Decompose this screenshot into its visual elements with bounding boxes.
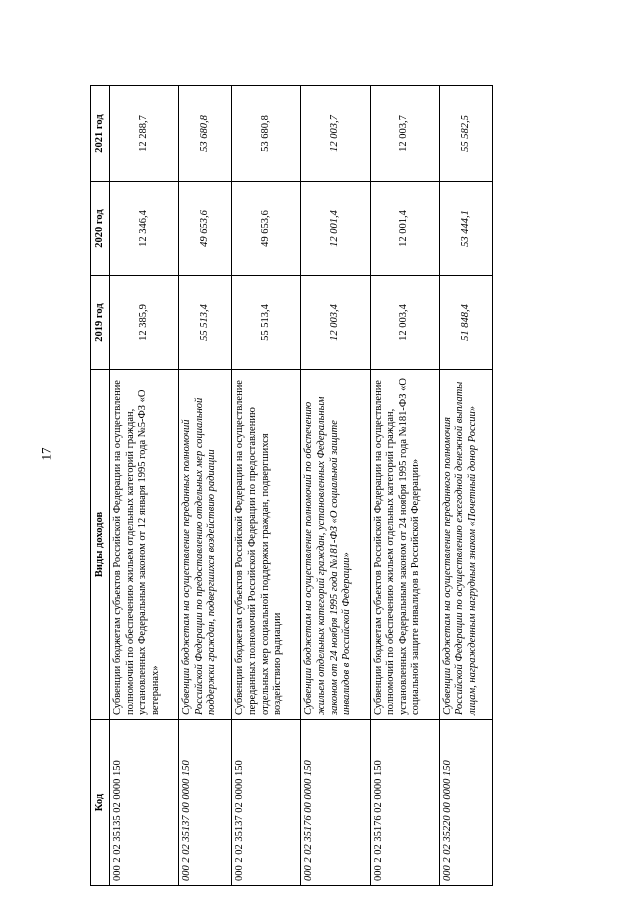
row-value-2019: 12 385,9 xyxy=(110,276,179,370)
row-value-2021: 53 680,8 xyxy=(179,86,232,182)
row-value-2021: 12 003,7 xyxy=(370,86,439,182)
row-code: 000 2 02 35220 00 0000 150 xyxy=(439,720,492,886)
row-description: Субвенции бюджетам на осуществление переданных полномочий Российской Федерации по предоставлению отдельных мер социальной поддержки граждан, подвергшихся воздействию радиации xyxy=(179,370,232,720)
table-header-row xyxy=(91,86,110,886)
row-code: 000 2 02 35135 02 0000 150 xyxy=(110,720,179,886)
row-value-2020: 12 001,4 xyxy=(301,182,370,276)
header-2021: 2021 год xyxy=(91,86,110,182)
row-value-2021: 12 288,7 xyxy=(110,86,179,182)
table-row xyxy=(301,86,370,886)
row-value-2020: 12 001,4 xyxy=(370,182,439,276)
row-value-2019: 12 003,4 xyxy=(301,276,370,370)
row-value-2020: 49 653,6 xyxy=(179,182,232,276)
row-value-2020: 53 444,1 xyxy=(439,182,492,276)
row-value-2021: 12 003,7 xyxy=(301,86,370,182)
row-description: Субвенции бюджетам субъектов Российской Федерации на осуществление переданных полномочий Российской Федерации по предоставлению отдельных мер социальной поддержки граждан, подвергшихся воздействию радиации xyxy=(232,370,301,720)
row-value-2019: 12 003,4 xyxy=(370,276,439,370)
revenue-table xyxy=(90,85,493,886)
row-code: 000 2 02 35137 00 0000 150 xyxy=(179,720,232,886)
row-description: Субвенции бюджетам на осуществление переданного полномочия Российской Федерации по осуществлению ежегодной денежной выплаты лицам, награжденным нагрудным знаком «Почетный донор России» xyxy=(439,370,492,720)
page-number: 17 xyxy=(38,447,54,461)
row-value-2021: 55 582,5 xyxy=(439,86,492,182)
table-row xyxy=(370,86,439,886)
rotated-table-container xyxy=(90,86,493,886)
row-description: Субвенции бюджетам субъектов Российской Федерации на осуществление полномочий по обеспечению жильем отдельных категорий граждан, установленных Федеральным законом от 12 января 1995 года №5-ФЗ «О ветеранах» xyxy=(110,370,179,720)
row-code: 000 2 02 35137 02 0000 150 xyxy=(232,720,301,886)
header-description: Виды доходов xyxy=(91,370,110,720)
table-row xyxy=(232,86,301,886)
table-row xyxy=(179,86,232,886)
row-code: 000 2 02 35176 02 0000 150 xyxy=(370,720,439,886)
table-row xyxy=(439,86,492,886)
row-value-2019: 55 513,4 xyxy=(232,276,301,370)
row-value-2020: 49 653,6 xyxy=(232,182,301,276)
header-code: Код xyxy=(91,720,110,886)
row-value-2021: 53 680,8 xyxy=(232,86,301,182)
row-description: Субвенции бюджетам субъектов Российской Федерации на осуществление полномочий по обеспечению жильем отдельных категорий граждан, установленных Федеральным законом от 24 ноября 1995 года №181-ФЗ «О социальной защите инвалидов в Российской Федерации» xyxy=(370,370,439,720)
row-code: 000 2 02 35176 00 0000 150 xyxy=(301,720,370,886)
header-2020: 2020 год xyxy=(91,182,110,276)
row-value-2019: 55 513,4 xyxy=(179,276,232,370)
row-value-2020: 12 346,4 xyxy=(110,182,179,276)
header-2019: 2019 год xyxy=(91,276,110,370)
table-row xyxy=(110,86,179,886)
row-description: Субвенции бюджетам на осуществление полномочий по обеспечению жильем отдельных категорий граждан, установленных Федеральным законом от 24 ноября 1995 года №181-ФЗ «О социальной защите инвалидов в Российской Федерации» xyxy=(301,370,370,720)
row-value-2019: 51 848,4 xyxy=(439,276,492,370)
